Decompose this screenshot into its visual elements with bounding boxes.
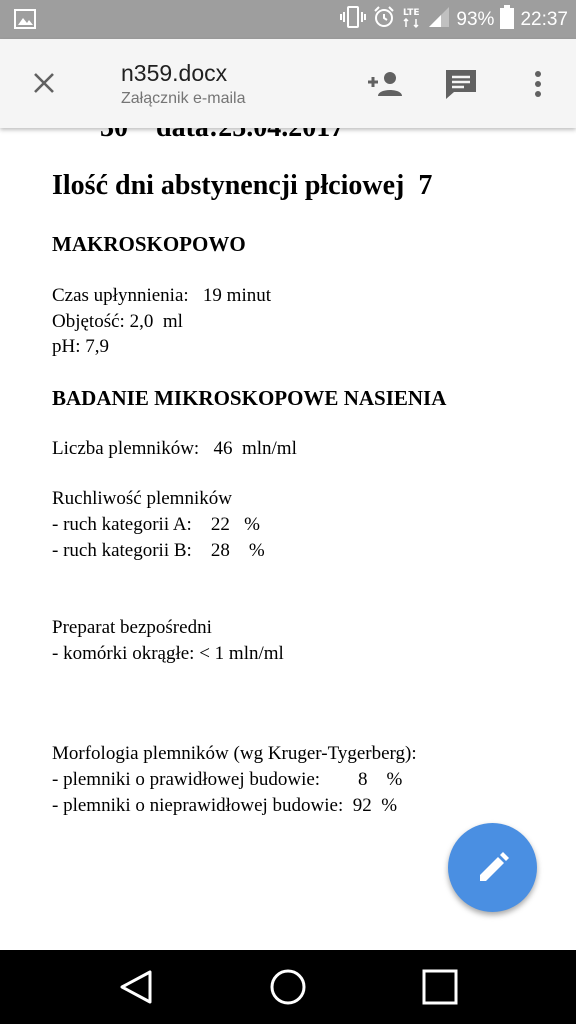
svg-text:LTE: LTE <box>403 7 420 18</box>
home-icon <box>269 968 307 1006</box>
round-cells: - komórki okrągłe: < 1 mln/ml <box>52 643 284 664</box>
clock: 22:37 <box>520 8 568 30</box>
micro-heading: BADANIE MIKROSKOPOWE NASIENIA <box>52 386 447 410</box>
lte-icon <box>402 5 422 35</box>
edit-fab[interactable] <box>448 823 537 912</box>
edit-pencil-icon <box>476 851 510 885</box>
morphology-heading: Morfologia plemników (wg Kruger-Tygerberg): <box>52 743 417 764</box>
ph-value: pH: 7,9 <box>52 336 109 357</box>
liquefaction-time: Czas upłynnienia: 19 minut <box>52 285 272 306</box>
vibrate-icon <box>340 5 366 35</box>
file-subtitle: Załącznik e-maila <box>121 90 246 107</box>
app-bar <box>0 39 576 128</box>
macro-heading: MAKROSKOPOWO <box>52 232 246 256</box>
file-title: n359.docx <box>121 60 228 86</box>
close-icon <box>33 72 55 94</box>
morphology-normal: - plemniki o prawidłowej budowie: 8 % <box>52 769 403 790</box>
motility-heading: Ruchliwość plemników <box>52 488 232 509</box>
volume: Objętość: 2,0 ml <box>52 311 183 332</box>
back-icon <box>119 969 153 1005</box>
close-button[interactable] <box>26 65 62 101</box>
signal-icon <box>428 6 450 34</box>
morphology-abnormal: - plemniki o nieprawidłowej budowie: 92 % <box>52 795 398 816</box>
navigation-bar <box>0 950 576 1024</box>
add-person-icon <box>366 70 402 98</box>
abstinence-days: Ilość dni abstynencji płciowej 7 <box>52 170 433 201</box>
alarm-icon <box>372 5 396 35</box>
status-icons <box>340 0 568 39</box>
home-button[interactable] <box>268 967 308 1007</box>
recents-button[interactable] <box>420 967 460 1007</box>
comment-icon <box>444 68 478 100</box>
more-options-button[interactable] <box>520 66 556 102</box>
prep-heading: Preparat bezpośredni <box>52 617 212 638</box>
more-vert-icon <box>534 70 542 98</box>
status-bar <box>0 0 576 39</box>
motility-b: - ruch kategorii B: 28 % <box>52 540 265 561</box>
battery-percent: 93% <box>456 8 495 30</box>
sperm-count: Liczba plemników: 46 mln/ml <box>52 438 297 459</box>
motility-a: - ruch kategorii A: 22 % <box>52 514 260 535</box>
comment-button[interactable] <box>443 66 479 102</box>
battery-icon <box>500 5 514 35</box>
back-button[interactable] <box>116 967 156 1007</box>
add-person-button[interactable] <box>366 66 402 102</box>
recents-icon <box>422 969 458 1005</box>
image-icon <box>14 9 36 34</box>
